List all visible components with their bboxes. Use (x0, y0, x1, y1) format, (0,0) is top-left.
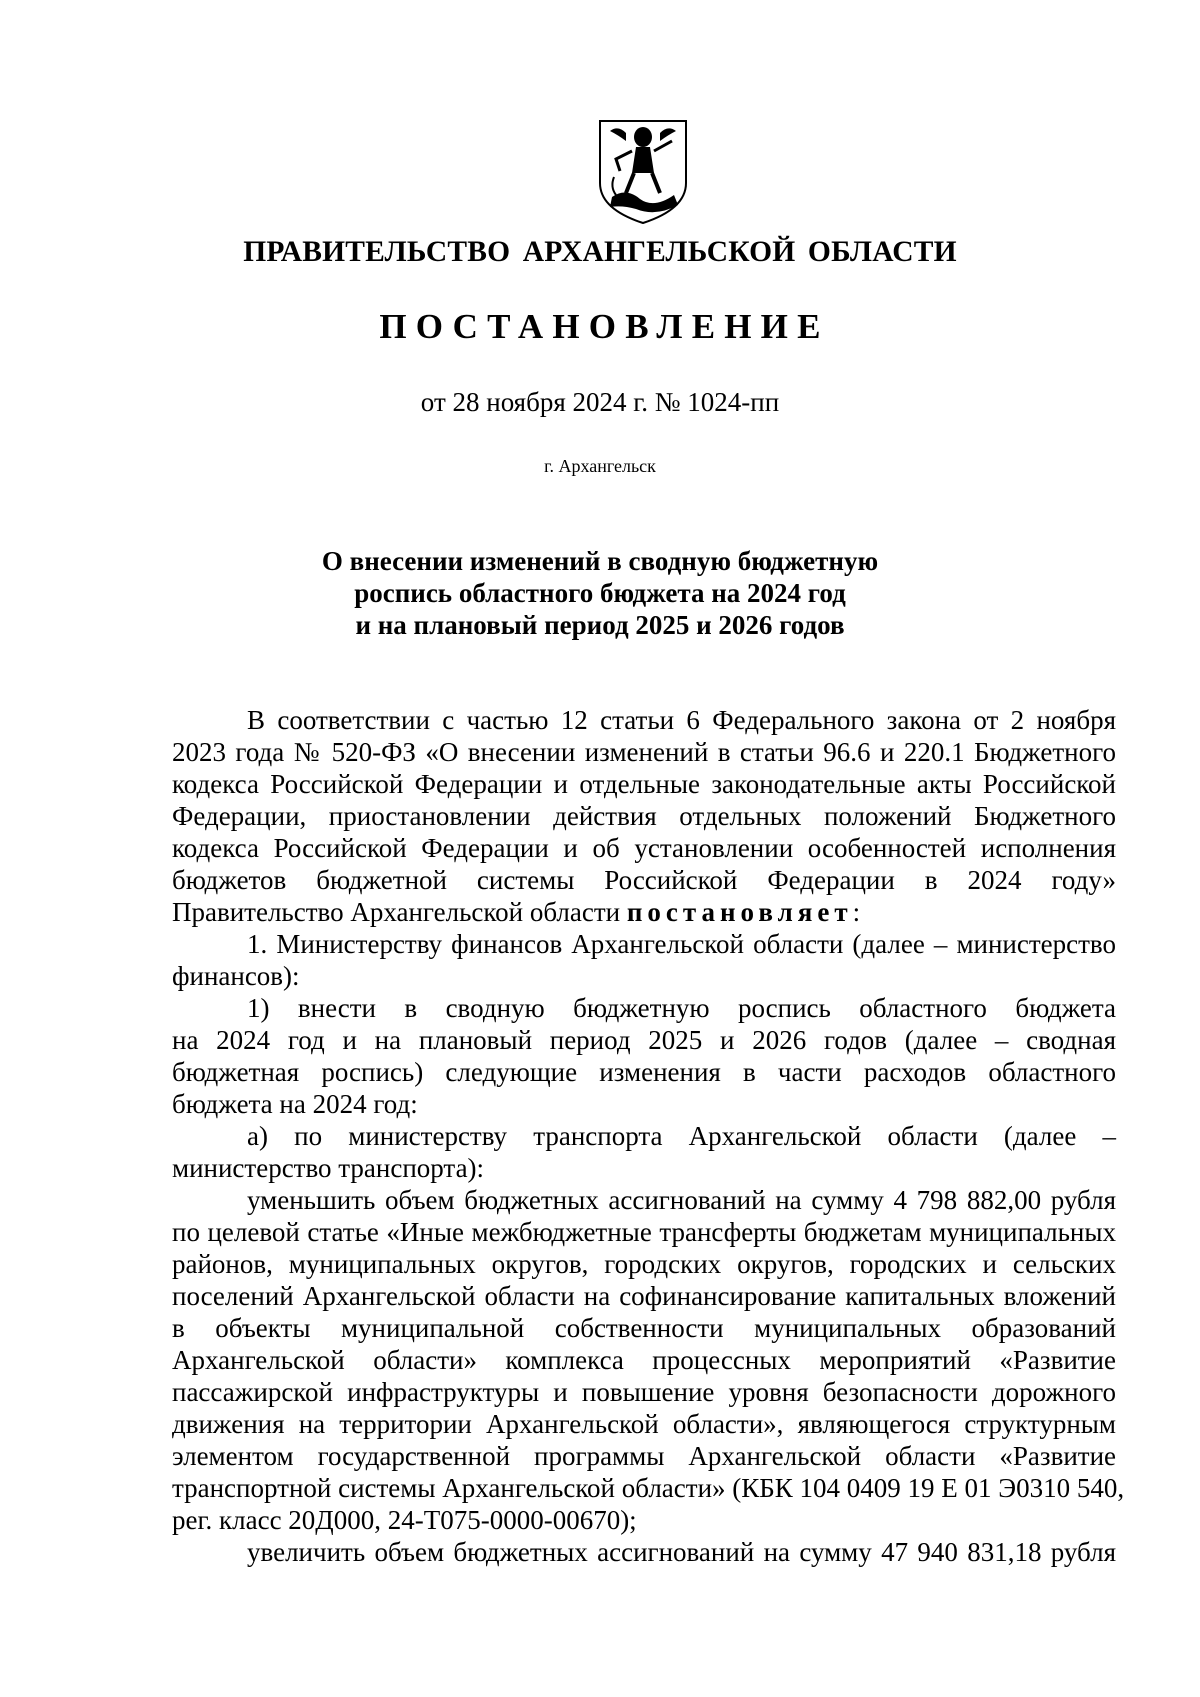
government-name-text: Правительство Архангельской области (172, 897, 627, 927)
body-text-line: элементом государственной программы Архангельской области «Развитие (172, 1441, 1116, 1471)
body-text-line: 1. Министерству финансов Архангельской области (далее – министерство (247, 929, 1116, 959)
body-text-line: кодекса Российской Федерации и отдельные законодательные акты Российской (172, 769, 1116, 799)
body-text-line: кодекса Российской Федерации и об установлении особенностей исполнения (172, 833, 1116, 863)
coat-of-arms-icon (596, 117, 690, 225)
body-text-line: пассажирской инфраструктуры и повышение уровня безопасности дорожного (172, 1377, 1116, 1407)
resolves-keyword: постановляет (626, 897, 853, 927)
body-text-line: уменьшить объем бюджетных ассигнований на сумму 4 798 882,00 рубля (247, 1185, 1116, 1215)
body-text-line: бюджетная роспись) следующие изменения в части расходов областного (172, 1057, 1116, 1087)
body-text-line: увеличить объем бюджетных ассигнований на сумму 47 940 831,18 рубля (247, 1537, 1116, 1567)
body-text-line: В соответствии с частью 12 статьи 6 Федерального закона от 2 ноября (247, 705, 1116, 735)
document-date-number: от 28 ноября 2024 г. № 1024-пп (420, 387, 780, 417)
colon-text: : (852, 897, 861, 927)
body-text-line: финансов): (172, 961, 300, 991)
body-text-line: районов, муниципальных округов, городских округов, городских и сельских (172, 1249, 1116, 1279)
body-text-line: бюджетов бюджетной системы Российской Федерации в 2024 году» (172, 865, 1116, 895)
body-text-line: Федерации, приостановлении действия отдельных положений Бюджетного (172, 801, 1116, 831)
body-text-line: на 2024 год и на плановый период 2025 и 2026 годов (далее – сводная (172, 1025, 1116, 1055)
body-text-line: в объекты муниципальной собственности муниципальных образований (172, 1313, 1116, 1343)
body-text-line: а) по министерству транспорта Архангельской области (далее – (247, 1121, 1116, 1151)
document-subject (0, 545, 1200, 641)
document-type-title: ПОСТАНОВЛЕНИЕ (379, 307, 830, 346)
body-text-line: по целевой статье «Иные межбюджетные трансферты бюджетам муниципальных (172, 1217, 1116, 1247)
body-text-line: 1) внести в сводную бюджетную роспись областного бюджета (247, 993, 1116, 1023)
body-text-line: министерство транспорта): (172, 1153, 485, 1183)
body-text-line: рег. класс 20Д000, 24-Т075-0000-00670); (172, 1505, 637, 1535)
body-text-line: движения на территории Архангельской области», являющегося структурным (172, 1409, 1116, 1439)
subject-line: и на плановый период 2025 и 2026 годов (355, 610, 845, 640)
body-text-line (172, 896, 1116, 928)
body-text-line: транспортной системы Архангельской области» (КБК 104 0409 19 Е 01 Э0310 540, (172, 1473, 1125, 1503)
document-city: г. Архангельск (544, 456, 656, 476)
body-text-line: поселений Архангельской области на софинансирование капитальных вложений (172, 1281, 1116, 1311)
body-text-line: 2023 года № 520-ФЗ «О внесении изменений в статьи 96.6 и 220.1 Бюджетного (172, 737, 1116, 767)
subject-line: О внесении изменений в сводную бюджетную (321, 546, 879, 576)
subject-line: роспись областного бюджета на 2024 год (354, 578, 846, 608)
government-title: ПРАВИТЕЛЬСТВО АРХАНГЕЛЬСКОЙ ОБЛАСТИ (243, 236, 957, 268)
body-text-line: бюджета на 2024 год: (172, 1089, 418, 1119)
body-text-line: Архангельской области» комплекса процессных мероприятий «Развитие (172, 1345, 1116, 1375)
